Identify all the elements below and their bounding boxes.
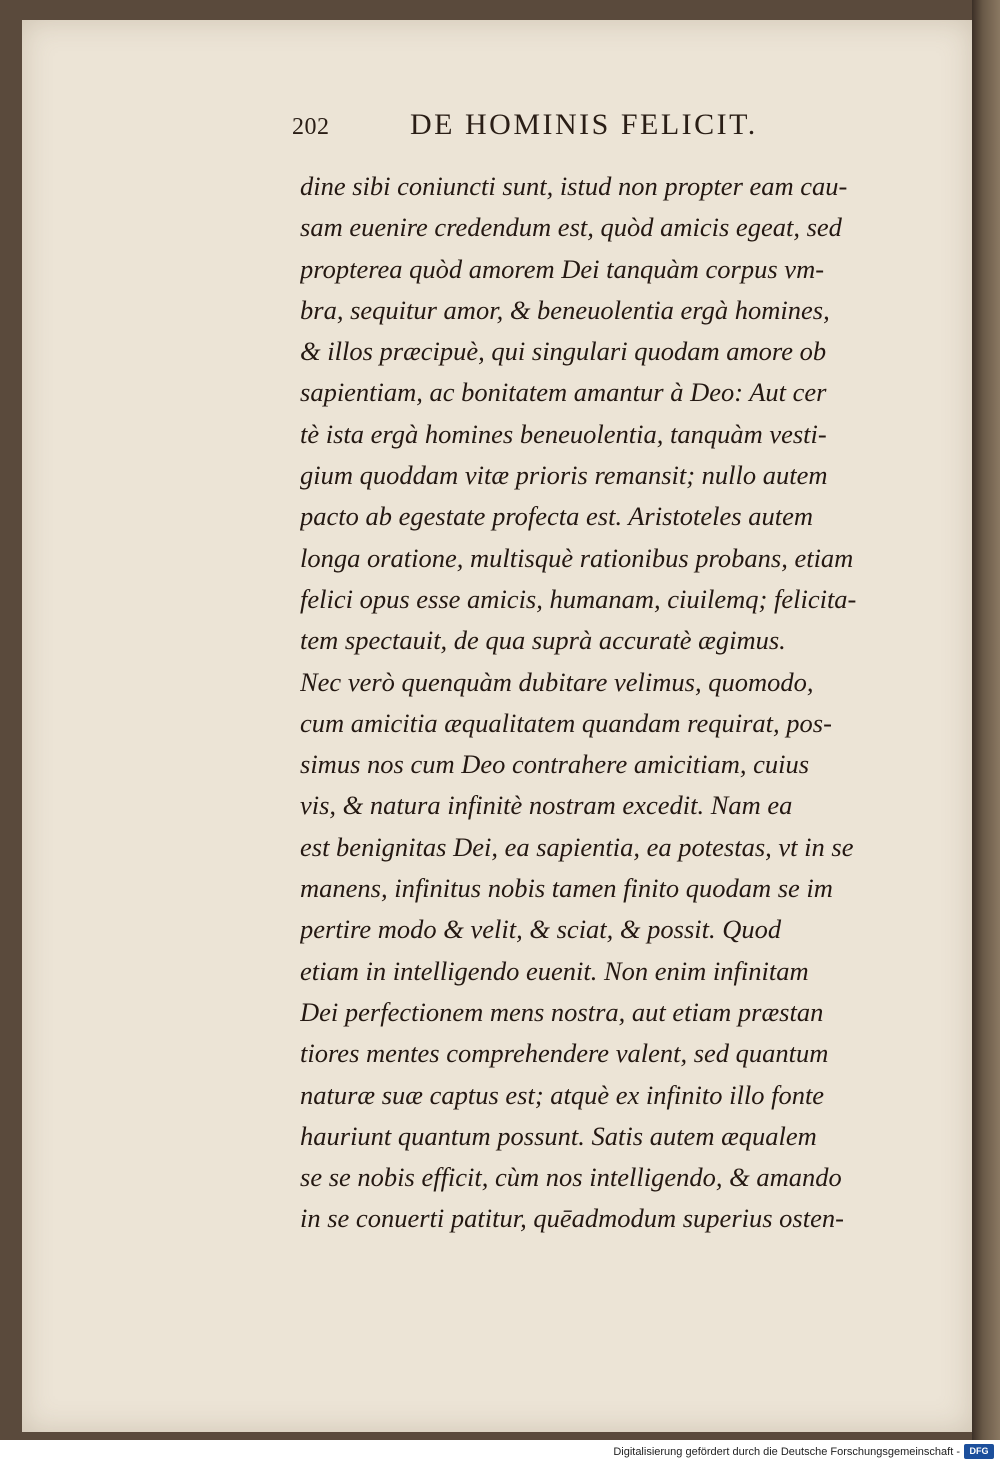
text-line: pertire modo & velit, & sciat, & possit. Quod — [300, 914, 782, 945]
body-text — [300, 166, 912, 1240]
text-line: gium quoddam vitæ prioris remansit; nullo autem — [300, 460, 828, 491]
text-line: propterea quòd amorem Dei tanquàm corpus vm- — [300, 253, 825, 284]
text-line: simus nos cum Deo contrahere amicitiam, cuius — [300, 749, 810, 780]
text-line: bra, sequitur amor, & beneuolentia ergà homines, — [300, 294, 830, 325]
text-line: & illos præcipuè, qui singulari quodam amore ob — [300, 336, 827, 367]
text-line: tem spectauit, de qua suprà accuratè ægimus. — [300, 625, 786, 656]
text-line: manens, infinitus nobis tamen finito quodam se im — [300, 873, 833, 904]
text-line: pacto ab egestate profecta est. Aristoteles autem — [300, 501, 813, 532]
text-line: vis, & natura infinitè nostram excedit. Nam ea — [300, 790, 793, 821]
text-line: etiam in intelligendo euenit. Non enim infinitam — [300, 955, 809, 986]
text-line: Nec verò quenquàm dubitare velimus, quomodo, — [300, 666, 814, 697]
text-line: Dei perfectionem mens nostra, aut etiam præstan — [300, 996, 824, 1027]
text-line: felici opus esse amicis, humanam, ciuilemq; felicita- — [300, 583, 857, 614]
text-line: tiores mentes comprehendere valent, sed quantum — [300, 1038, 829, 1069]
text-line: est benignitas Dei, ea sapientia, ea potestas, vt in se — [300, 831, 854, 862]
text-line: dine sibi coniuncti sunt, istud non propter eam cau- — [300, 171, 848, 201]
text-line: longa oratione, multisquè rationibus probans, etiam — [300, 542, 854, 573]
text-line: hauriunt quantum possunt. Satis autem æqualem — [300, 1120, 817, 1151]
page-header — [292, 108, 822, 148]
text-line: in se conuerti patitur, quēadmodum superius osten- — [300, 1203, 844, 1234]
text-line: se se nobis efficit, cùm nos intelligendo, & amando — [300, 1162, 842, 1193]
text-line: sam euenire credendum est, quòd amicis egeat, sed — [300, 212, 842, 243]
page-number: 202 — [292, 114, 330, 140]
text-line: sapientiam, ac bonitatem amantur à Deo: Aut cer — [300, 377, 827, 408]
book-page-edge — [972, 0, 1000, 1440]
footer-bar — [0, 1440, 1000, 1465]
text-line: naturæ suæ captus est; atquè ex infinito illo fonte — [300, 1079, 825, 1110]
running-title: DE HOMINIS FELICIT. — [410, 108, 758, 141]
dfg-logo: DFG — [964, 1444, 994, 1459]
funding-credit: Digitalisierung gefördert durch die Deutsche Forschungsgemeinschaft - — [613, 1446, 960, 1458]
text-line: tè ista ergà homines beneuolentia, tanquàm vesti- — [300, 418, 827, 449]
text-line: cum amicitia æqualitatem quandam requirat, pos- — [300, 707, 832, 738]
